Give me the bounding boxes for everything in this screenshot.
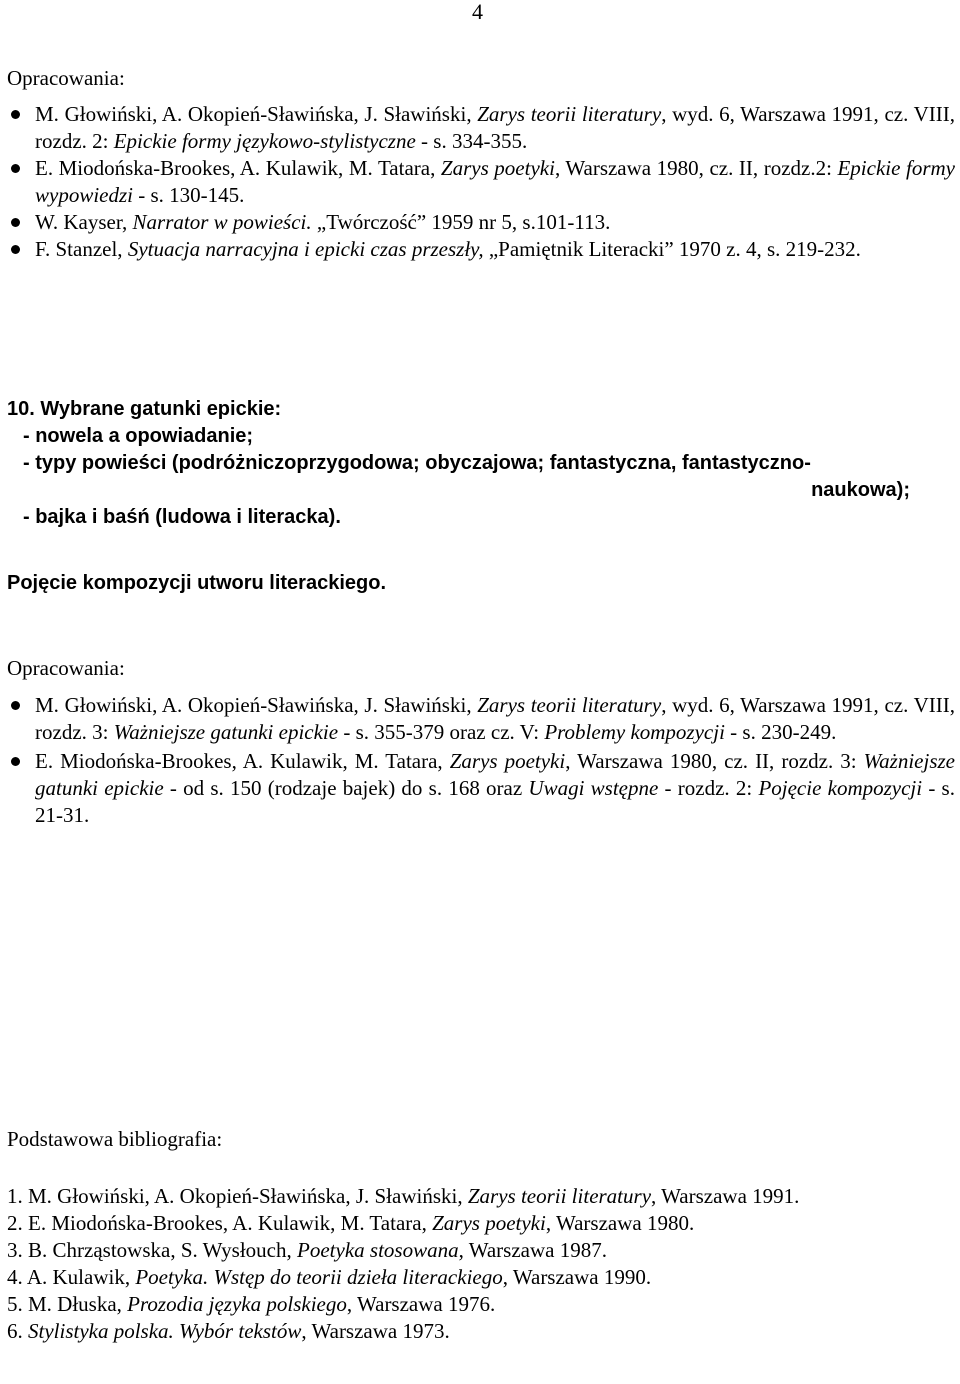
section-line: - bajka i baśń (ludowa i literacka).	[23, 506, 341, 528]
section-line: - typy powieści (podróżniczoprzygodowa; obyczajowa; fantastyczna, fantastyczno-	[23, 452, 811, 474]
opracowania-list-1	[7, 101, 955, 263]
list-item: M. Głowiński, A. Okopień-Sławińska, J. Sławiński, Zarys teorii literatury, wyd. 6, Warszawa 1991, cz. VIII, rozdz. 2: Epickie formy językowo-stylistyczne - s. 334-355.	[7, 101, 955, 155]
list-item: 4. A. Kulawik, Poetyka. Wstęp do teorii dzieła literackiego, Warszawa 1990.	[7, 1265, 652, 1289]
list-item: W. Kayser, Narrator w powieści. „Twórczość” 1959 nr 5, s.101-113.	[7, 209, 955, 236]
bibliografia-heading: Podstawowa bibliografia:	[7, 1127, 223, 1151]
list-item: 6. Stylistyka polska. Wybór tekstów, Warszawa 1973.	[7, 1319, 450, 1343]
section-title: 10. Wybrane gatunki epickie:	[7, 398, 282, 420]
list-item: 5. M. Dłuska, Prozodia języka polskiego, Warszawa 1976.	[7, 1292, 496, 1316]
list-item: E. Miodońska-Brookes, A. Kulawik, M. Tatara, Zarys poetyki, Warszawa 1980, cz. II, rozdz. 3: Ważniejsze gatunki epickie - od s. 150 (rodzaje bajek) do s. 168 oraz Uwagi wstępne - rozdz. 2: Pojęcie kompozycji - s. 21-31.	[7, 748, 955, 829]
section-line: naukowa);	[811, 479, 910, 501]
list-item: M. Głowiński, A. Okopień-Sławińska, J. Sławiński, Zarys teorii literatury, wyd. 6, Warszawa 1991, cz. VIII, rozdz. 3: Ważniejsze gatunki epickie - s. 355-379 oraz cz. V: Problemy kompozycji - s. 230-249.	[7, 692, 955, 746]
list-item: 3. B. Chrząstowska, S. Wysłouch, Poetyka stosowana, Warszawa 1987.	[7, 1238, 607, 1262]
kompozycja-heading: Pojęcie kompozycji utworu literackiego.	[7, 572, 386, 594]
opracowania-heading-1: Opracowania:	[7, 66, 125, 90]
opracowania-heading-2: Opracowania:	[7, 656, 125, 680]
section-line: - nowela a opowiadanie;	[23, 425, 254, 447]
list-item: F. Stanzel, Sytuacja narracyjna i epicki czas przeszły, „Pamiętnik Literacki” 1970 z. 4, s. 219-232.	[7, 236, 955, 263]
list-item: E. Miodońska-Brookes, A. Kulawik, M. Tatara, Zarys poetyki, Warszawa 1980, cz. II, rozdz.2: Epickie formy wypowiedzi - s. 130-145.	[7, 155, 955, 209]
opracowania-list-2	[7, 692, 955, 829]
section-10	[7, 396, 952, 531]
bibliografia-list	[7, 1183, 955, 1345]
list-item: 2. E. Miodońska-Brookes, A. Kulawik, M. Tatara, Zarys poetyki, Warszawa 1980.	[7, 1211, 695, 1235]
list-item: 1. M. Głowiński, A. Okopień-Sławińska, J. Sławiński, Zarys teorii literatury, Warszawa 1991.	[7, 1184, 800, 1208]
page-number: 4	[472, 0, 483, 24]
